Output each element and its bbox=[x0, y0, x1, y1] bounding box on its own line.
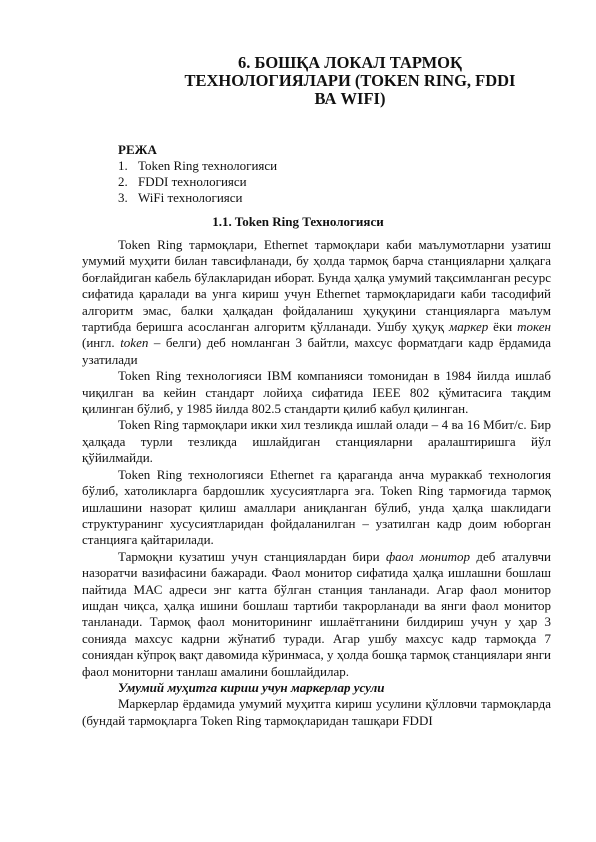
document-body bbox=[82, 237, 551, 729]
chapter-title bbox=[150, 54, 550, 108]
paragraph-text: (ингл. bbox=[82, 335, 121, 351]
paragraph-marker-access: Маркерлар ёрдамида умумий муҳитга кириш усулини қўлловчи тармоқларда (бундай тармоқларга Token Ring тармоқларидан ташқари FDDI bbox=[82, 696, 551, 728]
italic-term-token-en: token bbox=[120, 335, 149, 351]
paragraph-text: деб аталувчи назоратчи вазифасини бажаради. Фаол монитор сифатида ҳалқа ишлашни бошлаш пайтида МАС адреси энг катта бўлган станция танланади. Агар фаол монитор ишдан чиқса, ҳалқа ишини бошлаш тартиби такрорланади ва янги фаол монитор танланади. Тармоқ фаол мониторининг ишлаётганини билдириш учун у ҳар 3 сонияда махсус кадрни жўнатиб туради. Агар ушбу махсус кадр тармоқда 7 сониядан кўпроқ вақт давомида кўринмаса, у ҳолда бошқа тармоқ станциялари янги фаол мониторни танлаш амалини бошлайдилар. bbox=[82, 548, 551, 679]
chapter-title-line-1: 6. БОШҚА ЛОКАЛ ТАРМОҚ bbox=[238, 53, 462, 72]
plan-heading: РЕЖА bbox=[118, 142, 157, 157]
paragraph-text: – белги) деб номланган 3 байтли, махсус форматдаги кадр ёрдамида узатилади bbox=[82, 335, 551, 367]
paragraph-fault-tolerance: Token Ring технологияси Ethernet га қараганда анча мураккаб технология бўлиб, хатоликларга бардошлик хусусиятларга эга. Token Ring тармоғида тармоқ ишлашини назорат қилиш амаллари аниқланган бўлиб, унда ҳалқа шаклидаги структуранинг хусусиятларидан фойдаланилган – узатилган кадр доим юборган станцияга қайтарилади. bbox=[82, 466, 551, 548]
plan-item-number: 3. bbox=[118, 190, 128, 205]
chapter-title-line-2: ТЕХНОЛОГИЯЛАРИ (TOKEN RING, FDDI bbox=[184, 71, 516, 90]
italic-term-marker: маркер bbox=[448, 319, 489, 335]
plan-list bbox=[118, 158, 277, 206]
plan-item-label: WiFi технологияси bbox=[138, 190, 243, 205]
plan-item bbox=[118, 190, 277, 206]
paragraph-text: ёки bbox=[488, 319, 518, 335]
plan-item-number: 2. bbox=[118, 174, 128, 189]
paragraph-active-monitor bbox=[82, 549, 551, 680]
paragraph-ibm-history: Token Ring технологияси IBM компанияси томонидан в 1984 йилда ишлаб чиқилган ва кейин стандарт лойиҳа сифатида IEEE 802 қўмитасига тақдим қилинган бўлиб, у 1985 йилда 802.5 стандарти қилиб кабул қилинган. bbox=[82, 368, 551, 417]
plan-item bbox=[118, 174, 277, 190]
italic-term-token: токен bbox=[517, 319, 551, 335]
chapter-title-line-3: ВА WIFI) bbox=[314, 89, 386, 108]
italic-term-active-monitor: фаол монитор bbox=[385, 548, 470, 564]
plan-item-label: Token Ring технологияси bbox=[138, 158, 278, 173]
paragraph-speeds: Token Ring тармоқлари икки хил тезликда ишлай олади – 4 ва 16 Мбит/с. Бир ҳалқада турли тезликда ишлайдиган станцияларни аралаштиришга йўл қўйилмайди. bbox=[82, 417, 551, 466]
paragraph-token-ring-intro bbox=[82, 237, 551, 368]
plan-item-label: FDDI технологияси bbox=[138, 174, 247, 189]
plan-item-number: 1. bbox=[118, 158, 128, 173]
subsection-heading: Умумий муҳитга кириш учун маркерлар усули bbox=[118, 679, 385, 695]
plan-item bbox=[118, 158, 277, 174]
section-heading: 1.1. Token Ring Технологияси bbox=[212, 214, 384, 229]
paragraph-text: Token Ring тармоқлари, Ethernet тармоқлари каби маълумотларни узатиш умумий муҳити билан тавсифланади, бу ҳолда тармоқ барча станцияларни ҳалқага боғлайдиган кабель бўлакларидан иборат. Бунда ҳалқа умумий тақсимланган ресурс сифатида қаралади ва унга кириш учун Ethernet тармоқларидаги каби тасодифий алгоритм эмас, балки ҳалқадан фойдаланиш ҳуқуқини станцияларга маълум тартибда беришга асосланган алгоритм қўлланади. Ушбу ҳуқуқ bbox=[82, 237, 551, 335]
paragraph-text: Тармоқни кузатиш учун станциялардан бири bbox=[118, 548, 386, 564]
